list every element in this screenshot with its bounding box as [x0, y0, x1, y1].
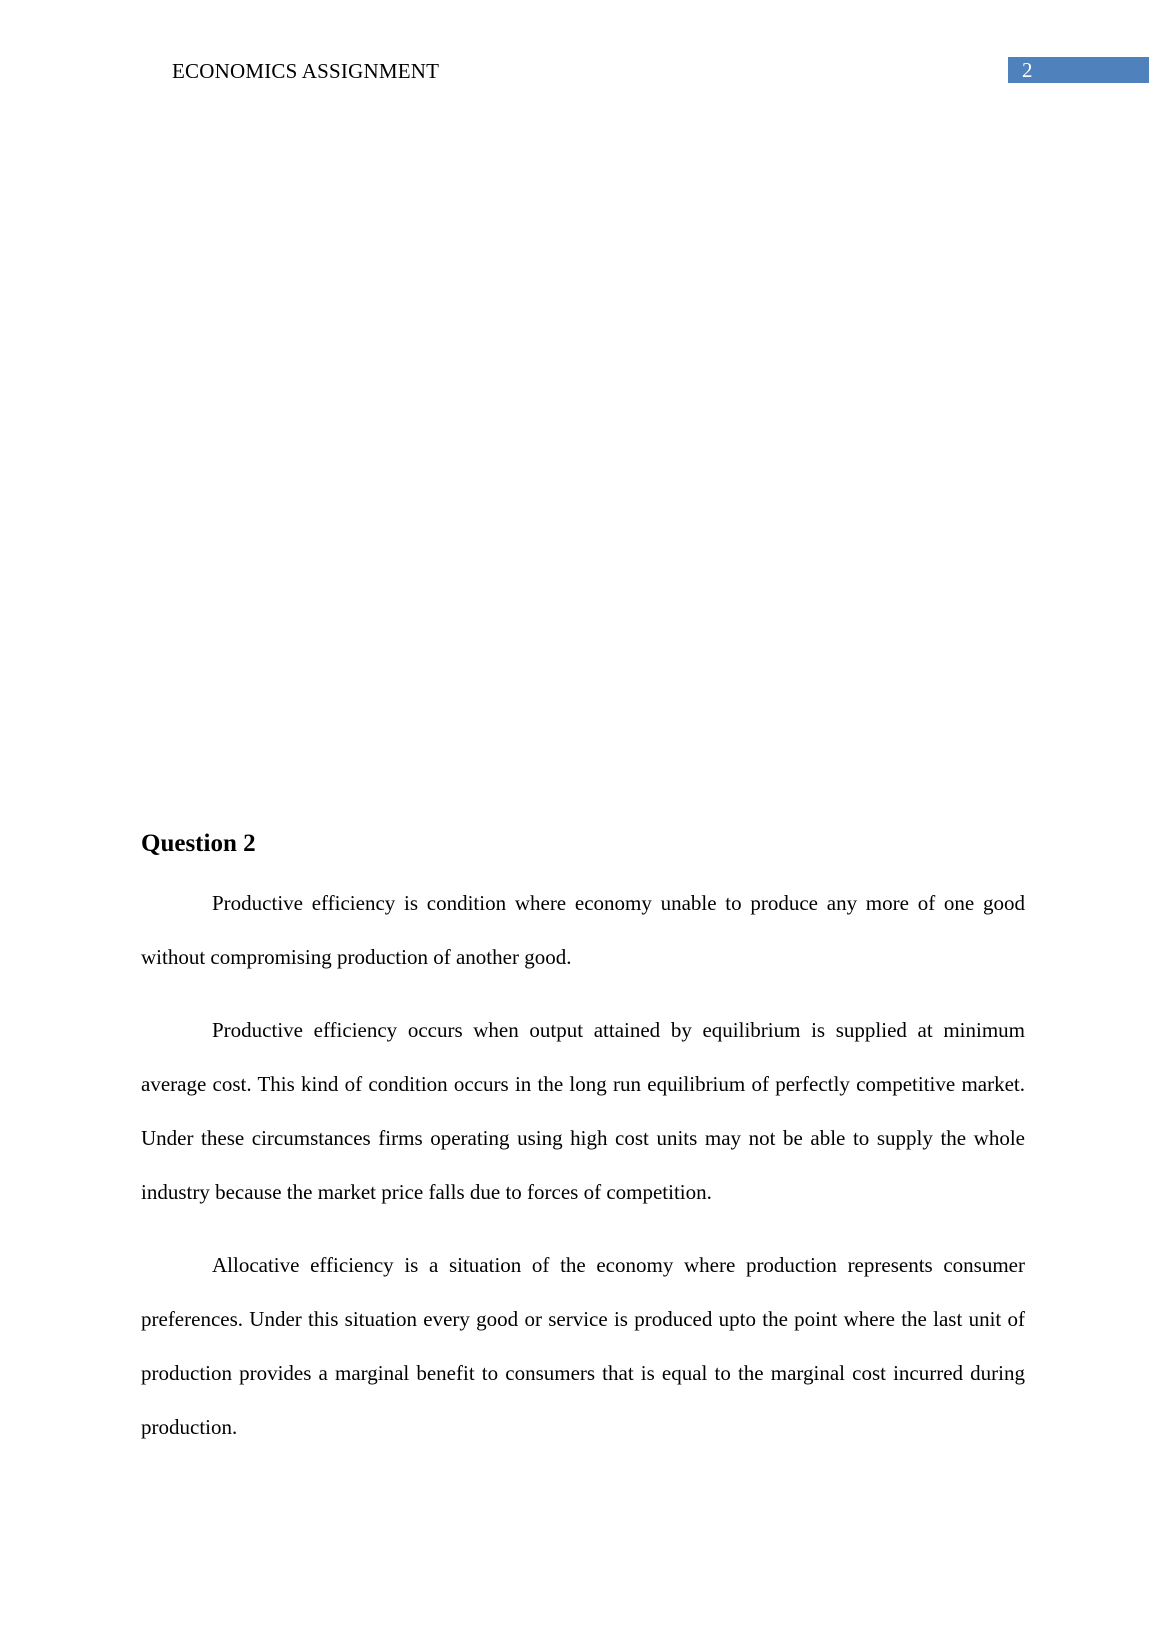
question-heading: Question 2: [141, 830, 256, 857]
productive-efficiency-explanation-paragraph: Productive efficiency occurs when output attained by equilibrium is supplied at minimum average cost. This kind of condition occurs in the long run equilibrium of perfectly competitive market. Under these circumstances firms operating using high cost units may not be able to supply the whole industry because the market price falls due to forces of competition.: [141, 1018, 1025, 1204]
page-number: 2: [1022, 58, 1033, 82]
allocative-efficiency-paragraph: Allocative efficiency is a situation of the economy where production represents consumer preferences. Under this situation every good or service is produced upto the point where the last unit of production provides a marginal benefit to consumers that is equal to the marginal cost incurred during production.: [141, 1253, 1025, 1439]
running-header-title: ECONOMICS ASSIGNMENT: [172, 59, 440, 83]
page-number-badge: [1008, 57, 1149, 83]
productive-efficiency-definition-paragraph: Productive efficiency is condition where economy unable to produce any more of one good without compromising production of another good.: [141, 891, 1025, 969]
document-body: [141, 822, 1025, 1473]
